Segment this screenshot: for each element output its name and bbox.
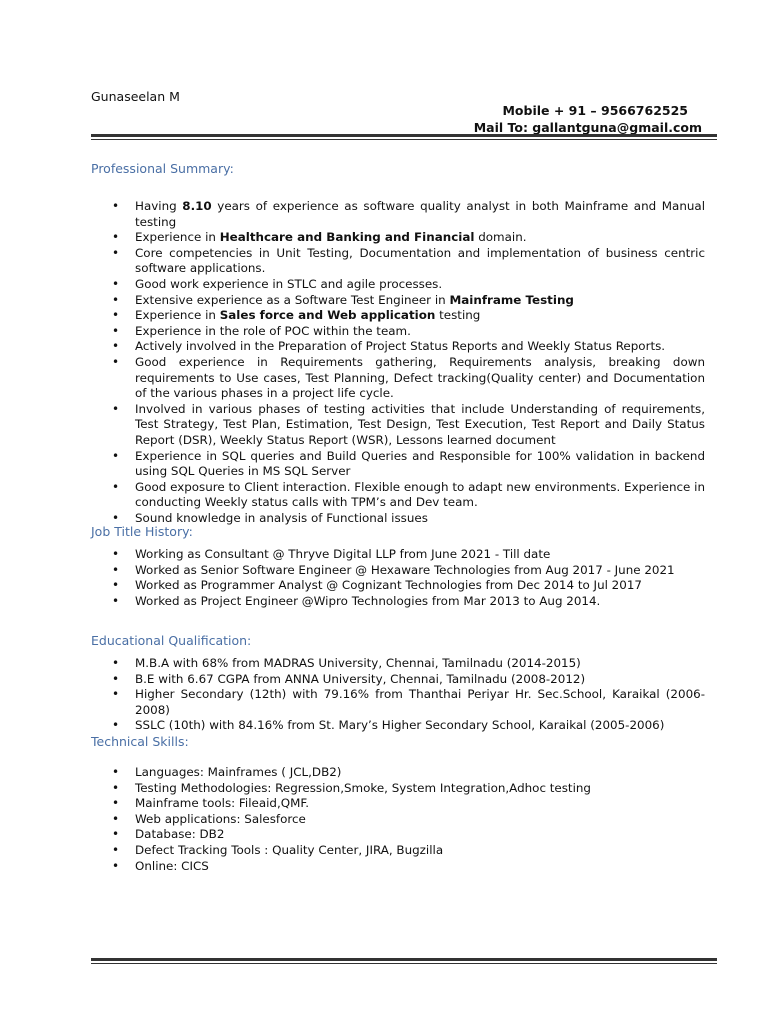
mobile-number: Mobile + 91 – 9566762525 <box>502 103 688 118</box>
summary-heading: Professional Summary: <box>91 161 234 176</box>
footer-divider <box>91 958 717 964</box>
skill-item: • Defect Tracking Tools : Quality Center, JIRA, Bugzilla <box>91 843 705 859</box>
skills-list <box>91 765 705 874</box>
contact-block <box>474 102 702 136</box>
education-item: • Higher Secondary (12th) with 79.16% from Thanthai Periyar Hr. Sec.School, Karaikal (2006-2008) <box>91 687 705 718</box>
education-item: • SSLC (10th) with 84.16% from St. Mary’s Higher Secondary School, Karaikal (2005-2006) <box>91 718 705 734</box>
education-item: • B.E with 6.67 CGPA from ANNA University, Chennai, Tamilnadu (2008-2012) <box>91 672 705 688</box>
summary-item: • Extensive experience as a Software Test Engineer in Mainframe Testing <box>91 293 705 309</box>
summary-item: • Experience in Healthcare and Banking and Financial domain. <box>91 230 705 246</box>
skill-item: • Testing Methodologies: Regression,Smoke, System Integration,Adhoc testing <box>91 781 705 797</box>
summary-item: • Good experience in Requirements gathering, Requirements analysis, breaking down requirements to Use cases, Test Planning, Defect tracking(Quality center) and Documentation of the various phases in a project life cycle. <box>91 355 705 402</box>
summary-list <box>91 199 705 526</box>
skill-item: • Database: DB2 <box>91 827 705 843</box>
job-history-list <box>91 547 705 609</box>
summary-item: • Having 8.10 years of experience as software quality analyst in both Mainframe and Manual testing <box>91 199 705 230</box>
job-history-item: • Worked as Senior Software Engineer @ Hexaware Technologies from Aug 2017 - June 2021 <box>91 563 705 579</box>
summary-item: • Experience in SQL queries and Build Queries and Responsible for 100% validation in backend using SQL Queries in MS SQL Server <box>91 449 705 480</box>
education-item: • M.B.A with 68% from MADRAS University, Chennai, Tamilnadu (2014-2015) <box>91 656 705 672</box>
skill-item: • Web applications: Salesforce <box>91 812 705 828</box>
job-history-item: • Worked as Programmer Analyst @ Cognizant Technologies from Dec 2014 to Jul 2017 <box>91 578 705 594</box>
summary-item: • Good work experience in STLC and agile processes. <box>91 277 705 293</box>
skills-heading: Technical Skills: <box>91 734 189 749</box>
education-heading: Educational Qualification: <box>91 633 252 648</box>
skill-item: • Languages: Mainframes ( JCL,DB2) <box>91 765 705 781</box>
skill-item: • Online: CICS <box>91 859 705 875</box>
header-divider <box>91 134 717 140</box>
skill-item: • Mainframe tools: Fileaid,QMF. <box>91 796 705 812</box>
summary-item: • Actively involved in the Preparation of Project Status Reports and Weekly Status Reports. <box>91 339 705 355</box>
summary-item: • Involved in various phases of testing activities that include Understanding of requirements, Test Strategy, Test Plan, Estimation, Test Design, Test Execution, Test Report and Daily Status Report (DSR), Weekly Status Report (WSR), Lessons learned document <box>91 402 705 449</box>
job-history-item: • Worked as Project Engineer @Wipro Technologies from Mar 2013 to Aug 2014. <box>91 594 705 610</box>
candidate-name: Gunaseelan M <box>91 89 180 104</box>
email-address: Mail To: gallantguna@gmail.com <box>473 120 702 135</box>
summary-item: • Sound knowledge in analysis of Functional issues <box>91 511 705 527</box>
summary-item: • Experience in Sales force and Web application testing <box>91 308 705 324</box>
education-list <box>91 656 705 734</box>
job-history-heading: Job Title History: <box>91 524 193 539</box>
summary-item: • Good exposure to Client interaction. Flexible enough to adapt new environments. Experience in conducting Weekly status calls with TPM’s and Dev team. <box>91 480 705 511</box>
job-history-item: • Working as Consultant @ Thryve Digital LLP from June 2021 - Till date <box>91 547 705 563</box>
summary-item: • Core competencies in Unit Testing, Documentation and implementation of business centric software applications. <box>91 246 705 277</box>
summary-item: • Experience in the role of POC within the team. <box>91 324 705 340</box>
